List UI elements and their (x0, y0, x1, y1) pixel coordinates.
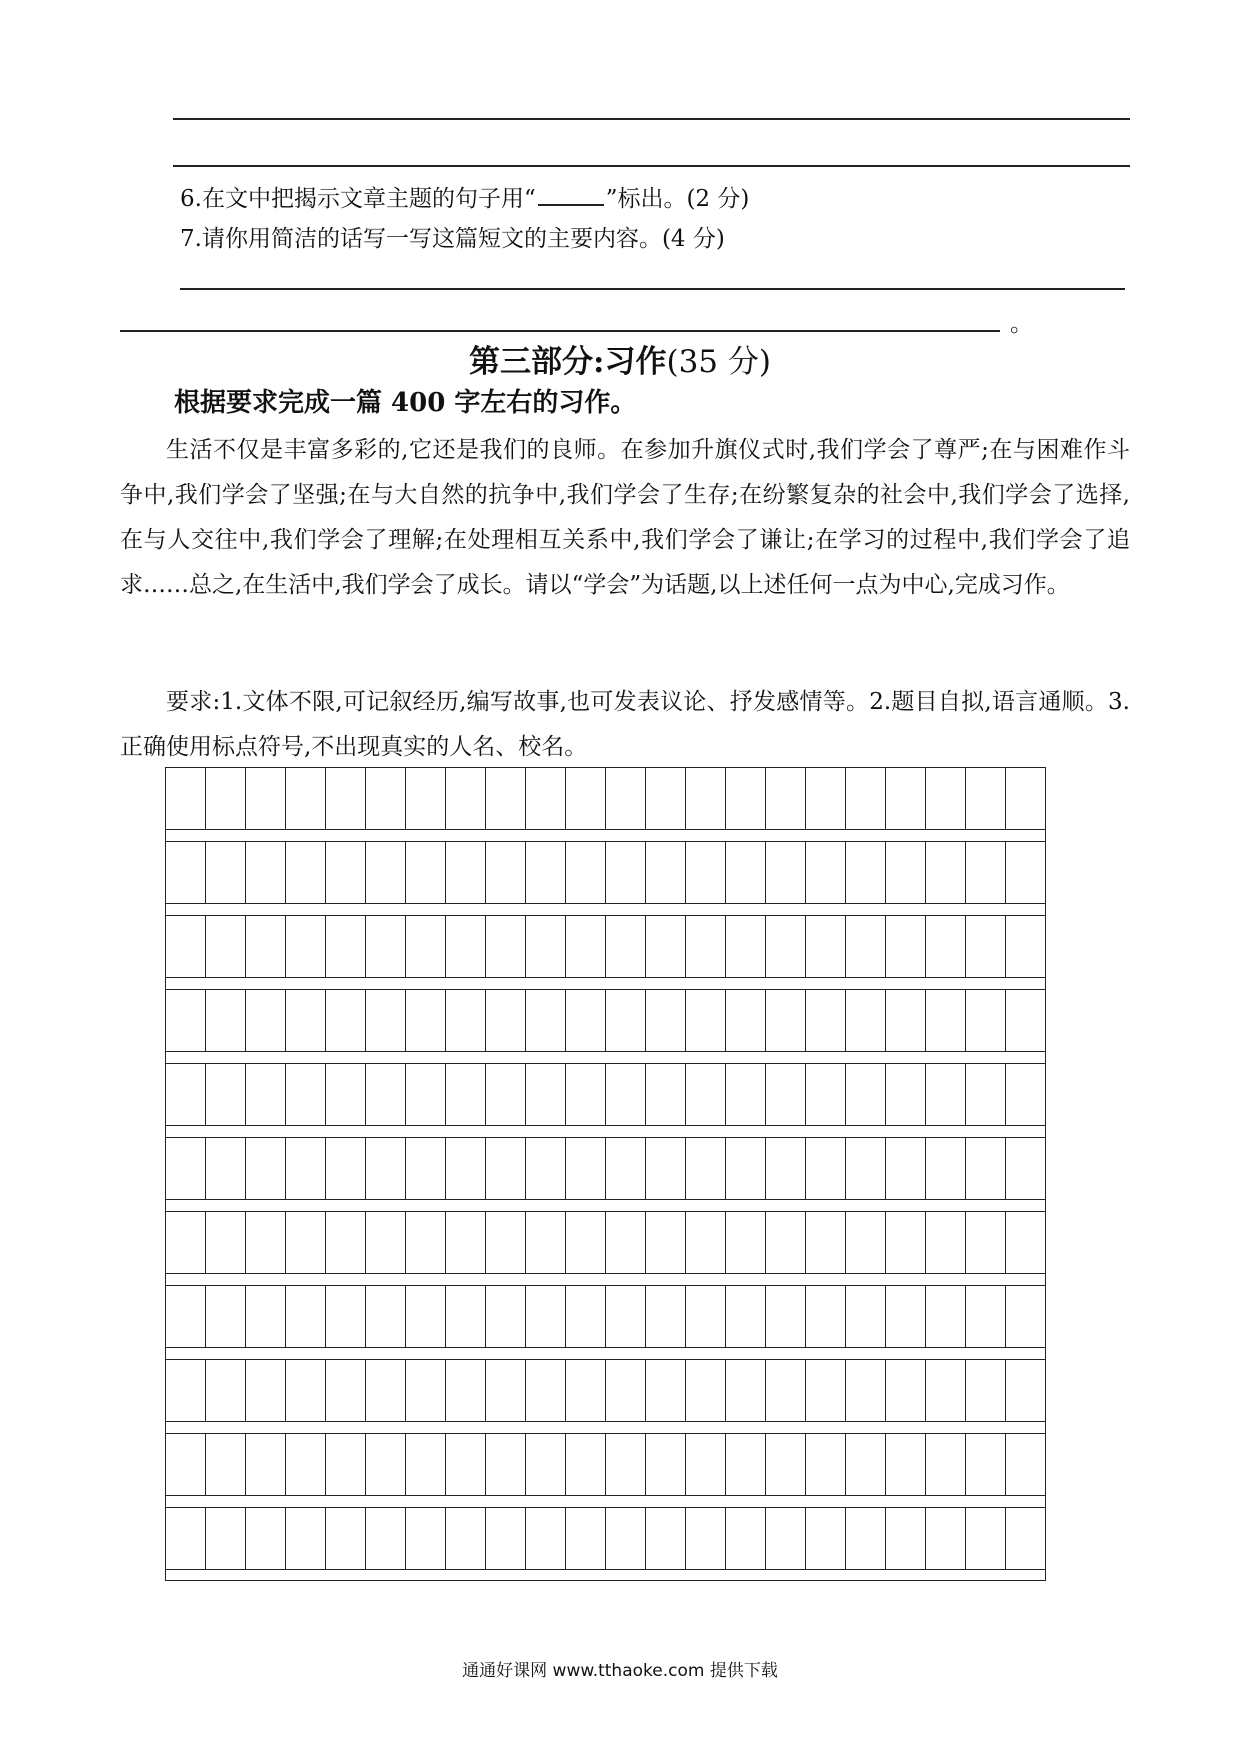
grid-cell[interactable] (846, 1212, 886, 1273)
grid-cell[interactable] (566, 1360, 606, 1421)
grid-cell[interactable] (366, 990, 406, 1051)
grid-cell[interactable] (646, 768, 686, 829)
grid-cell[interactable] (526, 1434, 566, 1495)
grid-row-gap (165, 1052, 1046, 1063)
grid-cell[interactable] (286, 1286, 326, 1347)
answer-line-1[interactable] (173, 118, 1130, 120)
grid-cell[interactable] (406, 842, 446, 903)
grid-cell[interactable] (206, 1508, 246, 1569)
grid-cell[interactable] (846, 842, 886, 903)
question-6 (180, 180, 749, 213)
grid-cell[interactable] (526, 990, 566, 1051)
grid-cell[interactable] (686, 1434, 726, 1495)
grid-cell[interactable] (926, 916, 966, 977)
grid-row-gap (165, 1570, 1046, 1581)
grid-cell[interactable] (406, 1212, 446, 1273)
grid-cell[interactable] (446, 1212, 486, 1273)
grid-cell[interactable] (246, 1286, 286, 1347)
grid-cell[interactable] (726, 990, 766, 1051)
grid-cell[interactable] (806, 1212, 846, 1273)
grid-cell[interactable] (566, 1434, 606, 1495)
grid-cell[interactable] (286, 1434, 326, 1495)
grid-cell[interactable] (406, 1138, 446, 1199)
grid-cell[interactable] (166, 1508, 206, 1569)
grid-cell[interactable] (726, 768, 766, 829)
grid-cell[interactable] (566, 842, 606, 903)
grid-row (165, 1211, 1046, 1274)
grid-cell[interactable] (846, 1286, 886, 1347)
grid-cell[interactable] (806, 1434, 846, 1495)
grid-cell[interactable] (926, 1434, 966, 1495)
grid-cell[interactable] (206, 1434, 246, 1495)
grid-cell[interactable] (246, 1360, 286, 1421)
grid-row (165, 915, 1046, 978)
grid-cell[interactable] (766, 916, 806, 977)
grid-cell[interactable] (446, 768, 486, 829)
grid-cell[interactable] (886, 1508, 926, 1569)
grid-cell[interactable] (206, 916, 246, 977)
answer-end-mark: 。 (1010, 311, 1033, 337)
grid-row (165, 1359, 1046, 1422)
grid-cell[interactable] (246, 990, 286, 1051)
grid-cell[interactable] (686, 1508, 726, 1569)
grid-cell[interactable] (886, 1286, 926, 1347)
grid-cell[interactable] (206, 1138, 246, 1199)
grid-cell[interactable] (726, 916, 766, 977)
grid-cell[interactable] (806, 990, 846, 1051)
grid-cell[interactable] (326, 916, 366, 977)
grid-cell[interactable] (686, 1138, 726, 1199)
grid-cell[interactable] (766, 768, 806, 829)
grid-cell[interactable] (766, 1434, 806, 1495)
grid-cell[interactable] (566, 1138, 606, 1199)
grid-cell[interactable] (806, 1138, 846, 1199)
grid-cell[interactable] (366, 1138, 406, 1199)
grid-cell[interactable] (726, 1064, 766, 1125)
grid-cell[interactable] (966, 842, 1006, 903)
grid-cell[interactable] (566, 1064, 606, 1125)
grid-row-gap (165, 1274, 1046, 1285)
grid-cell[interactable] (606, 842, 646, 903)
grid-cell[interactable] (286, 1212, 326, 1273)
grid-cell[interactable] (366, 1434, 406, 1495)
grid-cell[interactable] (326, 1508, 366, 1569)
grid-row (165, 1285, 1046, 1348)
grid-cell[interactable] (366, 1508, 406, 1569)
grid-row-gap (165, 904, 1046, 915)
grid-cell[interactable] (166, 1360, 206, 1421)
grid-cell[interactable] (406, 916, 446, 977)
grid-row-gap (165, 1422, 1046, 1433)
grid-cell[interactable] (366, 1212, 406, 1273)
underline-sample (538, 184, 604, 206)
grid-cell[interactable] (606, 1064, 646, 1125)
essay-requirements: 要求:1.文体不限,可记叙经历,编写故事,也可发表议论、抒发感情等。2.题目自拟,语言通顺。3.正确使用标点符号,不出现真实的人名、校名。 (120, 689, 1130, 760)
grid-cell[interactable] (646, 1434, 686, 1495)
grid-cell[interactable] (766, 1286, 806, 1347)
grid-cell[interactable] (686, 1286, 726, 1347)
grid-cell[interactable] (166, 916, 206, 977)
grid-cell[interactable] (326, 1064, 366, 1125)
grid-cell[interactable] (206, 1064, 246, 1125)
grid-cell[interactable] (486, 1064, 526, 1125)
question-7: 7.请你用简洁的话写一写这篇短文的主要内容。(4 分) (180, 226, 725, 252)
question-6-prefix: 6.在文中把揭示文章主题的句子用“ (180, 186, 536, 212)
grid-cell[interactable] (446, 1138, 486, 1199)
grid-cell[interactable] (1006, 1212, 1045, 1273)
grid-cell[interactable] (286, 768, 326, 829)
grid-cell[interactable] (766, 1360, 806, 1421)
grid-cell[interactable] (166, 1064, 206, 1125)
grid-cell[interactable] (166, 1138, 206, 1199)
grid-cell[interactable] (1006, 1508, 1045, 1569)
grid-cell[interactable] (886, 1212, 926, 1273)
footer-text: 通通好课网 www.tthaoke.com 提供下载 (462, 1661, 778, 1681)
grid-cell[interactable] (286, 1064, 326, 1125)
grid-cell[interactable] (446, 1064, 486, 1125)
grid-cell[interactable] (606, 1212, 646, 1273)
grid-cell[interactable] (246, 1212, 286, 1273)
grid-cell[interactable] (446, 916, 486, 977)
grid-cell[interactable] (806, 916, 846, 977)
grid-cell[interactable] (646, 1138, 686, 1199)
grid-cell[interactable] (846, 990, 886, 1051)
grid-cell[interactable] (486, 1360, 526, 1421)
grid-cell[interactable] (1006, 1064, 1045, 1125)
grid-cell[interactable] (966, 1508, 1006, 1569)
writing-grid[interactable] (165, 767, 1048, 1581)
grid-cell[interactable] (726, 1434, 766, 1495)
grid-cell[interactable] (486, 842, 526, 903)
grid-cell[interactable] (646, 916, 686, 977)
grid-cell[interactable] (406, 1064, 446, 1125)
grid-cell[interactable] (926, 1286, 966, 1347)
grid-row-gap (165, 1496, 1046, 1507)
grid-cell[interactable] (566, 1212, 606, 1273)
grid-cell[interactable] (166, 842, 206, 903)
grid-cell[interactable] (206, 768, 246, 829)
section-title-text: 第三部分:习作 (469, 344, 667, 380)
grid-cell[interactable] (726, 842, 766, 903)
grid-cell[interactable] (326, 1434, 366, 1495)
grid-cell[interactable] (246, 1138, 286, 1199)
grid-row-gap (165, 1200, 1046, 1211)
grid-cell[interactable] (966, 768, 1006, 829)
grid-cell[interactable] (646, 1286, 686, 1347)
grid-cell[interactable] (206, 1360, 246, 1421)
grid-cell[interactable] (766, 1508, 806, 1569)
grid-cell[interactable] (1006, 916, 1045, 977)
grid-cell[interactable] (286, 916, 326, 977)
grid-cell[interactable] (886, 990, 926, 1051)
grid-cell[interactable] (406, 990, 446, 1051)
grid-cell[interactable] (286, 842, 326, 903)
grid-cell[interactable] (886, 1138, 926, 1199)
grid-cell[interactable] (726, 1508, 766, 1569)
grid-cell[interactable] (326, 842, 366, 903)
grid-cell[interactable] (326, 990, 366, 1051)
grid-row-gap (165, 1126, 1046, 1137)
grid-cell[interactable] (926, 1064, 966, 1125)
grid-cell[interactable] (686, 1212, 726, 1273)
grid-cell[interactable] (806, 1360, 846, 1421)
grid-cell[interactable] (406, 1286, 446, 1347)
grid-cell[interactable] (166, 990, 206, 1051)
grid-cell[interactable] (926, 768, 966, 829)
grid-row (165, 767, 1046, 830)
grid-cell[interactable] (526, 768, 566, 829)
grid-cell[interactable] (446, 990, 486, 1051)
grid-cell[interactable] (846, 768, 886, 829)
grid-cell[interactable] (526, 1064, 566, 1125)
grid-cell[interactable] (606, 990, 646, 1051)
grid-cell[interactable] (326, 1286, 366, 1347)
grid-cell[interactable] (806, 1508, 846, 1569)
grid-cell[interactable] (166, 768, 206, 829)
grid-cell[interactable] (646, 990, 686, 1051)
grid-cell[interactable] (566, 916, 606, 977)
grid-cell[interactable] (566, 1508, 606, 1569)
grid-cell[interactable] (526, 1508, 566, 1569)
grid-cell[interactable] (566, 768, 606, 829)
grid-cell[interactable] (686, 1064, 726, 1125)
grid-cell[interactable] (606, 1434, 646, 1495)
grid-cell[interactable] (966, 1286, 1006, 1347)
grid-cell[interactable] (1006, 842, 1045, 903)
grid-cell[interactable] (486, 1138, 526, 1199)
grid-cell[interactable] (526, 842, 566, 903)
grid-cell[interactable] (206, 1212, 246, 1273)
grid-row-gap (165, 978, 1046, 989)
grid-cell[interactable] (726, 1286, 766, 1347)
grid-cell[interactable] (606, 1286, 646, 1347)
grid-cell[interactable] (526, 1212, 566, 1273)
grid-cell[interactable] (726, 1138, 766, 1199)
grid-cell[interactable] (606, 768, 646, 829)
grid-cell[interactable] (646, 1508, 686, 1569)
grid-cell[interactable] (326, 1138, 366, 1199)
grid-cell[interactable] (646, 842, 686, 903)
grid-cell[interactable] (246, 768, 286, 829)
grid-cell[interactable] (886, 842, 926, 903)
grid-cell[interactable] (446, 1286, 486, 1347)
grid-cell[interactable] (566, 990, 606, 1051)
grid-cell[interactable] (806, 1286, 846, 1347)
grid-cell[interactable] (486, 1508, 526, 1569)
answer-line-2[interactable] (173, 165, 1130, 167)
grid-cell[interactable] (366, 1064, 406, 1125)
grid-cell[interactable] (406, 1360, 446, 1421)
grid-cell[interactable] (966, 1434, 1006, 1495)
grid-cell[interactable] (766, 990, 806, 1051)
grid-cell[interactable] (1006, 1434, 1045, 1495)
grid-cell[interactable] (446, 1508, 486, 1569)
grid-cell[interactable] (246, 1508, 286, 1569)
grid-cell[interactable] (486, 990, 526, 1051)
grid-cell[interactable] (286, 1360, 326, 1421)
grid-cell[interactable] (446, 1360, 486, 1421)
grid-cell[interactable] (766, 1138, 806, 1199)
grid-row (165, 989, 1046, 1052)
grid-cell[interactable] (726, 1360, 766, 1421)
grid-cell[interactable] (646, 1064, 686, 1125)
grid-cell[interactable] (406, 768, 446, 829)
grid-cell[interactable] (606, 916, 646, 977)
grid-cell[interactable] (1006, 768, 1045, 829)
grid-cell[interactable] (606, 1360, 646, 1421)
grid-cell[interactable] (246, 1064, 286, 1125)
grid-cell[interactable] (326, 768, 366, 829)
grid-cell[interactable] (286, 1138, 326, 1199)
grid-cell[interactable] (206, 842, 246, 903)
grid-cell[interactable] (406, 1434, 446, 1495)
grid-row (165, 1137, 1046, 1200)
grid-cell[interactable] (526, 1286, 566, 1347)
grid-cell[interactable] (966, 1212, 1006, 1273)
grid-cell[interactable] (846, 1434, 886, 1495)
grid-cell[interactable] (846, 1138, 886, 1199)
grid-cell[interactable] (766, 1064, 806, 1125)
grid-cell[interactable] (966, 1360, 1006, 1421)
grid-row-gap (165, 830, 1046, 841)
grid-cell[interactable] (486, 1434, 526, 1495)
grid-cell[interactable] (246, 842, 286, 903)
grid-cell[interactable] (926, 1212, 966, 1273)
grid-cell[interactable] (686, 916, 726, 977)
grid-cell[interactable] (686, 1360, 726, 1421)
grid-cell[interactable] (646, 1360, 686, 1421)
grid-cell[interactable] (886, 1064, 926, 1125)
grid-cell[interactable] (326, 1360, 366, 1421)
grid-cell[interactable] (446, 1434, 486, 1495)
grid-cell[interactable] (886, 916, 926, 977)
answer-line-3[interactable] (180, 288, 1125, 290)
grid-cell[interactable] (526, 1138, 566, 1199)
grid-cell[interactable] (206, 1286, 246, 1347)
requirement-heading: 根据要求完成一篇 400 字左右的习作。 (174, 388, 637, 418)
answer-line-4[interactable] (120, 330, 1000, 332)
grid-cell[interactable] (606, 1138, 646, 1199)
grid-cell[interactable] (966, 1138, 1006, 1199)
grid-cell[interactable] (766, 842, 806, 903)
grid-row (165, 1433, 1046, 1496)
grid-cell[interactable] (846, 916, 886, 977)
grid-cell[interactable] (686, 990, 726, 1051)
grid-cell[interactable] (686, 842, 726, 903)
grid-cell[interactable] (246, 1434, 286, 1495)
grid-cell[interactable] (366, 768, 406, 829)
grid-cell[interactable] (326, 1212, 366, 1273)
grid-cell[interactable] (806, 1064, 846, 1125)
grid-cell[interactable] (566, 1286, 606, 1347)
grid-cell[interactable] (166, 1286, 206, 1347)
grid-cell[interactable] (926, 1508, 966, 1569)
grid-cell[interactable] (766, 1212, 806, 1273)
grid-cell[interactable] (1006, 1138, 1045, 1199)
grid-cell[interactable] (846, 1064, 886, 1125)
grid-row (165, 1507, 1046, 1570)
grid-cell[interactable] (966, 990, 1006, 1051)
grid-cell[interactable] (926, 1138, 966, 1199)
grid-cell[interactable] (606, 1508, 646, 1569)
grid-cell[interactable] (406, 1508, 446, 1569)
grid-cell[interactable] (646, 1212, 686, 1273)
grid-cell[interactable] (726, 1212, 766, 1273)
grid-cell[interactable] (886, 1434, 926, 1495)
grid-cell[interactable] (286, 1508, 326, 1569)
grid-cell[interactable] (366, 842, 406, 903)
grid-cell[interactable] (526, 1360, 566, 1421)
grid-cell[interactable] (366, 1360, 406, 1421)
grid-cell[interactable] (206, 990, 246, 1051)
grid-cell[interactable] (806, 768, 846, 829)
grid-row (165, 841, 1046, 904)
grid-cell[interactable] (1006, 1286, 1045, 1347)
grid-cell[interactable] (926, 842, 966, 903)
grid-cell[interactable] (246, 916, 286, 977)
grid-cell[interactable] (886, 768, 926, 829)
grid-cell[interactable] (926, 990, 966, 1051)
question-6-suffix: ”标出。(2 分) (605, 186, 750, 212)
grid-cell[interactable] (886, 1360, 926, 1421)
grid-cell[interactable] (1006, 1360, 1045, 1421)
grid-cell[interactable] (686, 768, 726, 829)
grid-cell[interactable] (526, 916, 566, 977)
grid-cell[interactable] (486, 1286, 526, 1347)
grid-row (165, 1063, 1046, 1126)
essay-prompt: 生活不仅是丰富多彩的,它还是我们的良师。在参加升旗仪式时,我们学会了尊严;在与困难作斗争中,我们学会了坚强;在与大自然的抗争中,我们学会了生存;在纷繁复杂的社会中,我们学会了选择,在与人交往中,我们学会了理解;在处理相互关系中,我们学会了谦让;在学习的过程中,我们学会了追求……总之,在生活中,我们学会了成长。请以“学会”为话题,以上述任何一点为中心,完成习作。 (120, 437, 1130, 598)
grid-cell[interactable] (366, 916, 406, 977)
grid-cell[interactable] (286, 990, 326, 1051)
grid-cell[interactable] (486, 768, 526, 829)
grid-cell[interactable] (446, 842, 486, 903)
grid-cell[interactable] (166, 1434, 206, 1495)
grid-cell[interactable] (846, 1508, 886, 1569)
section-title (0, 336, 1240, 381)
grid-cell[interactable] (486, 916, 526, 977)
grid-cell[interactable] (166, 1212, 206, 1273)
grid-cell[interactable] (486, 1212, 526, 1273)
grid-cell[interactable] (846, 1360, 886, 1421)
grid-cell[interactable] (926, 1360, 966, 1421)
grid-cell[interactable] (966, 916, 1006, 977)
grid-cell[interactable] (966, 1064, 1006, 1125)
grid-cell[interactable] (806, 842, 846, 903)
grid-cell[interactable] (366, 1286, 406, 1347)
section-score: (35 分) (666, 344, 771, 380)
grid-cell[interactable] (1006, 990, 1045, 1051)
grid-row-gap (165, 1348, 1046, 1359)
